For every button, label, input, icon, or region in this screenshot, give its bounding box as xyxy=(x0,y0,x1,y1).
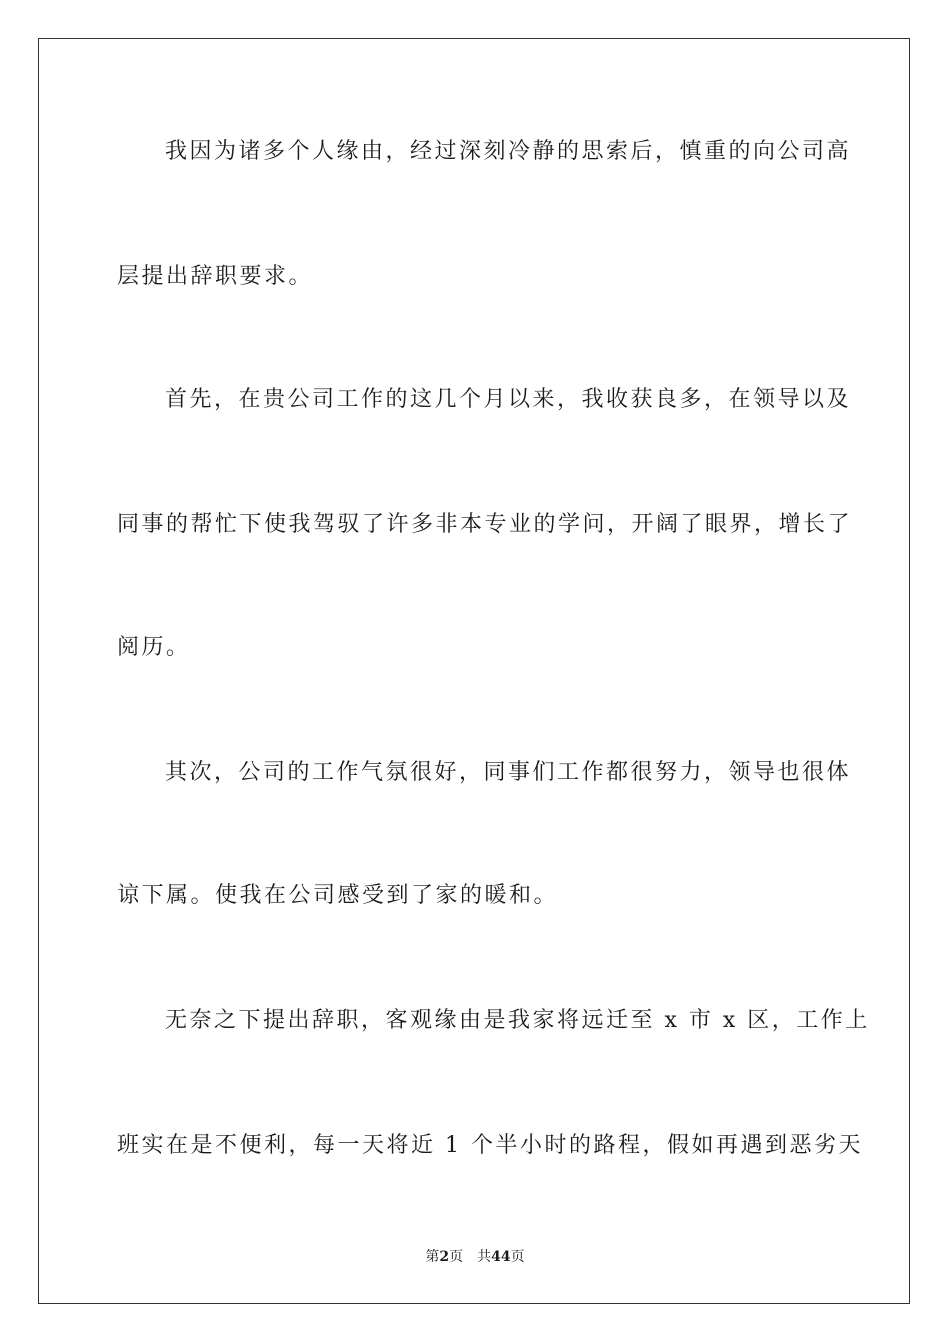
paragraph-3-line-2: 谅下属。使我在公司感受到了家的暖和。 xyxy=(117,883,559,908)
footer-page-suffix: 页 xyxy=(449,1249,464,1265)
page-frame xyxy=(38,38,910,1304)
footer-total-suffix: 页 xyxy=(510,1249,525,1265)
paragraph-3-line-1: 其次，公司的工作气氛很好，同事们工作都很努力，领导也很体 xyxy=(165,760,852,785)
paragraph-2-line-2: 同事的帮忙下使我驾驭了许多非本专业的学问，开阔了眼界，增长了 xyxy=(117,512,853,537)
paragraph-4-line-1: 无奈之下提出辞职，客观缘由是我家将远迁至 x 市 x 区，工作上 xyxy=(165,1008,870,1033)
paragraph-1-line-1: 我因为诸多个人缘由，经过深刻冷静的思索后，慎重的向公司高 xyxy=(165,139,852,164)
page-footer xyxy=(0,1248,950,1266)
paragraph-2-line-1: 首先，在贵公司工作的这几个月以来，我收获良多，在领导以及 xyxy=(165,387,852,412)
footer-page-number: 2 xyxy=(439,1249,450,1265)
footer-page-prefix: 第 xyxy=(425,1249,440,1265)
footer-total-prefix: 共 xyxy=(477,1249,492,1265)
footer-total-pages: 44 xyxy=(491,1249,511,1265)
paragraph-4-line-2: 班实在是不便利，每一天将近 1 个半小时的路程，假如再遇到恶劣天 xyxy=(117,1133,863,1158)
paragraph-2-line-3: 阅历。 xyxy=(117,635,191,660)
paragraph-1-line-2: 层提出辞职要求。 xyxy=(117,264,314,289)
